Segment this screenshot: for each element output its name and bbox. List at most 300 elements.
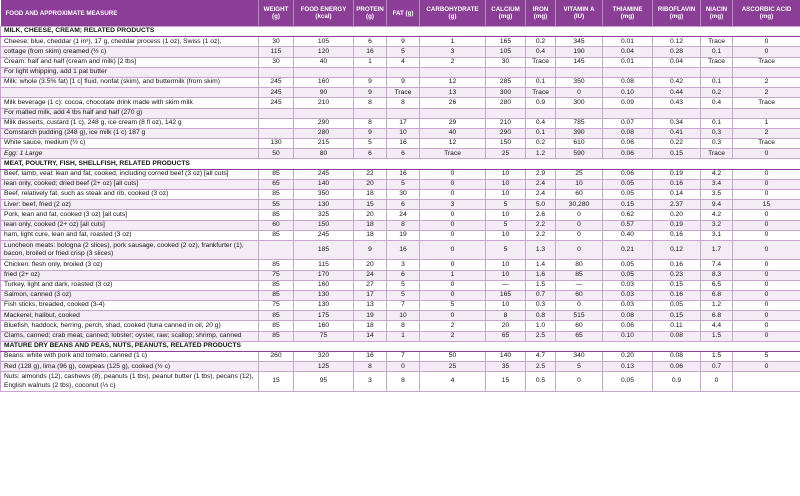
value-cell: 30	[259, 37, 294, 47]
value-cell: 8	[486, 311, 526, 321]
value-cell: 0.57	[603, 220, 653, 230]
value-cell: 40	[420, 128, 486, 138]
table-row	[1, 200, 800, 210]
value-cell: 16	[387, 169, 420, 179]
table-body	[1, 27, 800, 392]
value-cell: 18	[354, 230, 387, 240]
value-cell: 0.03	[603, 301, 653, 311]
table-row	[1, 98, 800, 108]
value-cell: 85	[259, 331, 294, 341]
value-cell: 9	[354, 77, 387, 87]
value-cell: 29	[420, 118, 486, 128]
value-cell: 7	[387, 352, 420, 362]
value-cell: 0.40	[603, 230, 653, 240]
value-cell: 6	[387, 149, 420, 159]
value-cell: Trace	[420, 149, 486, 159]
value-cell: 85	[259, 290, 294, 300]
value-cell: 85	[259, 230, 294, 240]
value-cell: 90	[294, 88, 354, 98]
table-row	[1, 270, 800, 280]
value-cell: 0.4	[701, 98, 733, 108]
value-cell	[486, 67, 526, 77]
value-cell: 5	[486, 240, 526, 259]
table-row	[1, 149, 800, 159]
value-cell: 3.2	[701, 220, 733, 230]
value-cell: 0.12	[653, 240, 701, 259]
value-cell: 0.1	[701, 47, 733, 57]
value-cell: 10	[486, 179, 526, 189]
food-cell: Beef, relatively fat, such as steak and rib, cooked (3 oz)	[1, 190, 259, 200]
value-cell: 4.4	[701, 321, 733, 331]
value-cell: Trace	[701, 57, 733, 67]
value-cell: 0.05	[603, 372, 653, 391]
food-cell: ham, light cure, lean and fat, roasted (3 oz)	[1, 230, 259, 240]
value-cell: 170	[294, 270, 354, 280]
table-row	[1, 118, 800, 128]
value-cell: 140	[294, 179, 354, 189]
value-cell	[733, 108, 800, 118]
value-cell: 0.2	[526, 139, 556, 149]
table-row	[1, 280, 800, 290]
value-cell: 15	[733, 200, 800, 210]
value-cell: 0.1	[526, 128, 556, 138]
value-cell: 130	[259, 139, 294, 149]
value-cell: 5	[387, 280, 420, 290]
value-cell: 1.3	[526, 240, 556, 259]
value-cell	[653, 67, 701, 77]
value-cell: 1.2	[701, 301, 733, 311]
value-cell: 19	[387, 230, 420, 240]
value-cell: —	[486, 280, 526, 290]
value-cell: 25	[420, 362, 486, 372]
value-cell: 15	[354, 200, 387, 210]
value-cell: 27	[354, 280, 387, 290]
value-cell: 0	[420, 220, 486, 230]
value-cell: Trace	[701, 149, 733, 159]
value-cell	[259, 67, 294, 77]
value-cell: 2	[420, 321, 486, 331]
value-cell: 0.08	[603, 128, 653, 138]
table-row	[1, 190, 800, 200]
value-cell: 0	[701, 372, 733, 391]
value-cell: 18	[354, 190, 387, 200]
food-cell: Cornstarch pudding (248 g), ice milk (1 c) 187 g	[1, 128, 259, 138]
value-cell: 12	[420, 77, 486, 87]
value-cell: 2	[733, 88, 800, 98]
value-cell: 0.06	[603, 149, 653, 159]
value-cell: 610	[556, 139, 603, 149]
value-cell: 0.42	[653, 77, 701, 87]
value-cell: 115	[259, 47, 294, 57]
value-cell: 1	[387, 331, 420, 341]
value-cell: 1.5	[701, 331, 733, 341]
value-cell: 590	[556, 149, 603, 159]
food-cell: Beans: white with pork and tomato, canned (1 c)	[1, 352, 259, 362]
value-cell	[733, 372, 800, 391]
column-header: VITAMIN A (IU)	[556, 0, 603, 27]
value-cell	[556, 67, 603, 77]
value-cell: 0.10	[603, 331, 653, 341]
value-cell: 0.05	[603, 270, 653, 280]
table-row	[1, 321, 800, 331]
value-cell: 0.12	[653, 37, 701, 47]
value-cell: 0.62	[603, 210, 653, 220]
table-row	[1, 260, 800, 270]
value-cell: 0	[556, 301, 603, 311]
table-row	[1, 139, 800, 149]
column-header: ASCORBIC ACID (mg)	[733, 0, 800, 27]
value-cell	[603, 108, 653, 118]
value-cell: 0.43	[653, 98, 701, 108]
value-cell: 3	[420, 47, 486, 57]
value-cell: 6	[387, 270, 420, 280]
value-cell: 0	[733, 290, 800, 300]
value-cell: 0.34	[653, 118, 701, 128]
value-cell: 0.28	[653, 47, 701, 57]
value-cell: 0.14	[653, 190, 701, 200]
value-cell: 0.05	[603, 190, 653, 200]
value-cell: 0	[733, 240, 800, 259]
value-cell	[653, 108, 701, 118]
value-cell: 340	[556, 352, 603, 362]
value-cell: 0.2	[526, 37, 556, 47]
value-cell: 16	[354, 47, 387, 57]
value-cell: 4	[420, 372, 486, 391]
table-row	[1, 88, 800, 98]
table-row	[1, 108, 800, 118]
value-cell: 0	[420, 230, 486, 240]
value-cell	[387, 67, 420, 77]
food-cell: Beef, lamb, veal: lean and fat, cooked, including corned beef (3 oz) [all cuts]	[1, 169, 259, 179]
value-cell: 0.1	[701, 77, 733, 87]
value-cell: 160	[294, 77, 354, 87]
value-cell: 5	[354, 139, 387, 149]
value-cell: 6	[354, 37, 387, 47]
value-cell: 15	[486, 372, 526, 391]
value-cell: 0.08	[653, 331, 701, 341]
food-cell: Mackerel, halibut, cooked	[1, 311, 259, 321]
value-cell: 0	[556, 230, 603, 240]
value-cell: 0	[556, 372, 603, 391]
value-cell: 165	[486, 37, 526, 47]
food-cell: lean only, cooked; dried beef (2+ oz) [all cuts]	[1, 179, 259, 189]
value-cell	[420, 67, 486, 77]
value-cell: 18	[354, 321, 387, 331]
value-cell: 6	[354, 149, 387, 159]
value-cell: 260	[259, 352, 294, 362]
column-header: NIACIN (mg)	[701, 0, 733, 27]
table-row	[1, 210, 800, 220]
value-cell: 2.5	[526, 362, 556, 372]
value-cell: 0.19	[653, 220, 701, 230]
value-cell: 8	[354, 118, 387, 128]
value-cell: 60	[259, 220, 294, 230]
value-cell: 2.2	[526, 220, 556, 230]
value-cell: 0	[733, 321, 800, 331]
value-cell: 80	[556, 260, 603, 270]
value-cell: 5	[486, 220, 526, 230]
table-row	[1, 128, 800, 138]
value-cell: 0.8	[526, 311, 556, 321]
value-cell: 20	[354, 260, 387, 270]
header-row	[1, 0, 800, 27]
table-header	[1, 0, 800, 27]
value-cell: 0.5	[526, 372, 556, 391]
value-cell: 6.8	[701, 290, 733, 300]
value-cell: 0.9	[526, 98, 556, 108]
table-row	[1, 220, 800, 230]
value-cell: —	[556, 280, 603, 290]
value-cell: 0.21	[603, 240, 653, 259]
food-cell	[1, 88, 259, 98]
value-cell: 9	[354, 128, 387, 138]
food-cell: Pork, lean and fat, cooked (3 oz) [all cuts]	[1, 210, 259, 220]
value-cell: 7	[387, 301, 420, 311]
section-header-row	[1, 27, 800, 37]
value-cell: 130	[294, 301, 354, 311]
value-cell: 0.9	[653, 372, 701, 391]
table-row	[1, 240, 800, 259]
section-title: MILK, CHEESE, CREAM; RELATED PRODUCTS	[1, 27, 800, 37]
value-cell	[294, 108, 354, 118]
value-cell: 0.19	[653, 169, 701, 179]
value-cell: 5	[556, 362, 603, 372]
value-cell	[733, 67, 800, 77]
value-cell: 3	[420, 200, 486, 210]
value-cell: 8	[387, 372, 420, 391]
value-cell: 8	[387, 321, 420, 331]
value-cell: 85	[259, 321, 294, 331]
value-cell: 12	[420, 139, 486, 149]
value-cell: 0.16	[653, 290, 701, 300]
value-cell: 5	[733, 352, 800, 362]
value-cell: 85	[556, 270, 603, 280]
value-cell: 0.05	[653, 301, 701, 311]
value-cell: 0.4	[526, 118, 556, 128]
value-cell: 0.13	[603, 362, 653, 372]
value-cell: 60	[556, 321, 603, 331]
value-cell: 0	[733, 190, 800, 200]
value-cell: 3	[354, 372, 387, 391]
value-cell: 0.08	[603, 77, 653, 87]
value-cell: 0.2	[701, 88, 733, 98]
value-cell: 10	[486, 270, 526, 280]
value-cell: 0.3	[526, 301, 556, 311]
value-cell: 9	[354, 240, 387, 259]
value-cell: 65	[259, 179, 294, 189]
value-cell: 105	[294, 37, 354, 47]
value-cell: 175	[294, 311, 354, 321]
value-cell: 26	[420, 98, 486, 108]
value-cell: 130	[294, 200, 354, 210]
table-row	[1, 290, 800, 300]
value-cell: 3	[387, 260, 420, 270]
value-cell: 10	[486, 169, 526, 179]
value-cell: 60	[556, 290, 603, 300]
value-cell: 140	[486, 352, 526, 362]
value-cell: 0	[420, 169, 486, 179]
value-cell: 0.03	[603, 280, 653, 290]
value-cell: 4	[387, 57, 420, 67]
value-cell: 8	[354, 362, 387, 372]
value-cell: 9	[354, 88, 387, 98]
value-cell	[354, 108, 387, 118]
value-cell: 160	[294, 321, 354, 331]
food-cell: Cream: half and half (cream and milk) [2 tbs]	[1, 57, 259, 67]
food-cell: Milk: whole (3.5% fat) [1 c] fluid, nonfat (skim), and buttermilk (from skim)	[1, 77, 259, 87]
value-cell	[259, 108, 294, 118]
value-cell: 350	[294, 190, 354, 200]
value-cell: 1.2	[526, 149, 556, 159]
table-row	[1, 230, 800, 240]
value-cell: 0.05	[603, 260, 653, 270]
food-cell: For malted milk, add 4 tbs half and half (270 g)	[1, 108, 259, 118]
value-cell: 1	[420, 270, 486, 280]
value-cell: 0	[556, 210, 603, 220]
value-cell: 50	[420, 352, 486, 362]
value-cell: 2.6	[526, 210, 556, 220]
column-header: RIBOFLAVIN (mg)	[653, 0, 701, 27]
value-cell: 0.04	[603, 47, 653, 57]
value-cell: 0.07	[603, 118, 653, 128]
value-cell: 5	[387, 290, 420, 300]
value-cell: 280	[486, 98, 526, 108]
value-cell: 150	[486, 139, 526, 149]
value-cell: 290	[486, 128, 526, 138]
value-cell: 4.7	[526, 352, 556, 362]
value-cell: 25	[486, 149, 526, 159]
value-cell	[701, 67, 733, 77]
value-cell: 280	[294, 128, 354, 138]
value-cell: 85	[259, 169, 294, 179]
value-cell: 9.4	[701, 200, 733, 210]
value-cell: 6.8	[701, 311, 733, 321]
value-cell	[354, 67, 387, 77]
value-cell: 30	[387, 190, 420, 200]
food-cell: Egg: 1 Large	[1, 149, 259, 159]
value-cell: 0	[420, 311, 486, 321]
value-cell	[294, 67, 354, 77]
section-title: MATURE DRY BEANS AND PEAS, NUTS, PEANUTS, RELATED PRODUCTS	[1, 341, 800, 351]
value-cell: 320	[294, 352, 354, 362]
value-cell: 0.23	[653, 270, 701, 280]
value-cell: 165	[486, 290, 526, 300]
column-header: CALCIUM (mg)	[486, 0, 526, 27]
value-cell: 125	[294, 362, 354, 372]
value-cell: 0.08	[653, 352, 701, 362]
value-cell: 0	[733, 47, 800, 57]
value-cell: 13	[354, 301, 387, 311]
value-cell: 30,280	[556, 200, 603, 210]
value-cell: 0.05	[603, 179, 653, 189]
value-cell: 2	[420, 331, 486, 341]
value-cell: 0.15	[653, 311, 701, 321]
value-cell: Trace	[733, 98, 800, 108]
value-cell: 9	[387, 77, 420, 87]
value-cell: 325	[294, 210, 354, 220]
value-cell: 0	[733, 210, 800, 220]
value-cell	[387, 108, 420, 118]
value-cell: 5	[486, 200, 526, 210]
value-cell	[603, 67, 653, 77]
value-cell: 75	[259, 270, 294, 280]
value-cell: 0	[733, 301, 800, 311]
value-cell: 0.16	[653, 230, 701, 240]
value-cell: 1.5	[526, 280, 556, 290]
value-cell: 10	[387, 311, 420, 321]
value-cell: 2.2	[526, 230, 556, 240]
food-cell: Red (128 g), lima (96 g), cowpeas (125 g), cooked (½ c)	[1, 362, 259, 372]
value-cell: 1	[420, 37, 486, 47]
value-cell: 0	[556, 88, 603, 98]
food-cell: Bluefish, haddock, herring, perch, shad, cooked (tuna canned in oil, 20 g)	[1, 321, 259, 331]
value-cell: 17	[387, 118, 420, 128]
value-cell: 65	[556, 331, 603, 341]
table-row	[1, 57, 800, 67]
value-cell: 85	[259, 260, 294, 270]
value-cell: 1	[733, 118, 800, 128]
value-cell: 0.1	[701, 118, 733, 128]
value-cell: 2	[733, 77, 800, 87]
value-cell: 0	[420, 240, 486, 259]
value-cell: 0	[733, 149, 800, 159]
value-cell: 0.16	[653, 260, 701, 270]
food-cell: Turkey, light and dark, roasted (3 oz)	[1, 280, 259, 290]
value-cell: 115	[294, 260, 354, 270]
column-header: IRON (mg)	[526, 0, 556, 27]
value-cell: 0	[733, 331, 800, 341]
value-cell: 30	[259, 57, 294, 67]
value-cell: 1	[354, 57, 387, 67]
value-cell: 6.5	[701, 280, 733, 290]
value-cell: 0	[733, 280, 800, 290]
value-cell: 5	[420, 301, 486, 311]
value-cell: 105	[486, 47, 526, 57]
value-cell: 0.10	[603, 88, 653, 98]
value-cell: 130	[294, 290, 354, 300]
column-header: FOOD ENERGY (kcal)	[294, 0, 354, 27]
value-cell: Trace	[733, 139, 800, 149]
value-cell: 0	[420, 260, 486, 270]
value-cell: 350	[556, 77, 603, 87]
value-cell	[486, 108, 526, 118]
value-cell: 75	[259, 301, 294, 311]
value-cell: 0.06	[603, 139, 653, 149]
food-cell: Salmon, canned (3 oz)	[1, 290, 259, 300]
value-cell: 7.4	[701, 260, 733, 270]
value-cell: 0.09	[603, 98, 653, 108]
food-cell: Cheese: blue, cheddar (1 in³), 17 g, cheddar process (1 oz), Swiss (1 oz),	[1, 37, 259, 47]
value-cell: 0	[733, 270, 800, 280]
value-cell: 8.3	[701, 270, 733, 280]
value-cell: 2	[733, 128, 800, 138]
value-cell: 0.41	[653, 128, 701, 138]
table-row	[1, 331, 800, 341]
value-cell: 24	[354, 270, 387, 280]
value-cell: 2.4	[526, 190, 556, 200]
value-cell: 210	[294, 98, 354, 108]
value-cell: 120	[294, 47, 354, 57]
column-header: WEIGHT (g)	[259, 0, 294, 27]
value-cell: 50	[259, 149, 294, 159]
value-cell: 85	[259, 210, 294, 220]
food-cell: For light whipping, add 1 pat butter	[1, 67, 259, 77]
value-cell: 16	[387, 139, 420, 149]
value-cell: 10	[486, 210, 526, 220]
value-cell: 215	[294, 139, 354, 149]
column-header: FAT (g)	[387, 0, 420, 27]
value-cell: 285	[486, 77, 526, 87]
